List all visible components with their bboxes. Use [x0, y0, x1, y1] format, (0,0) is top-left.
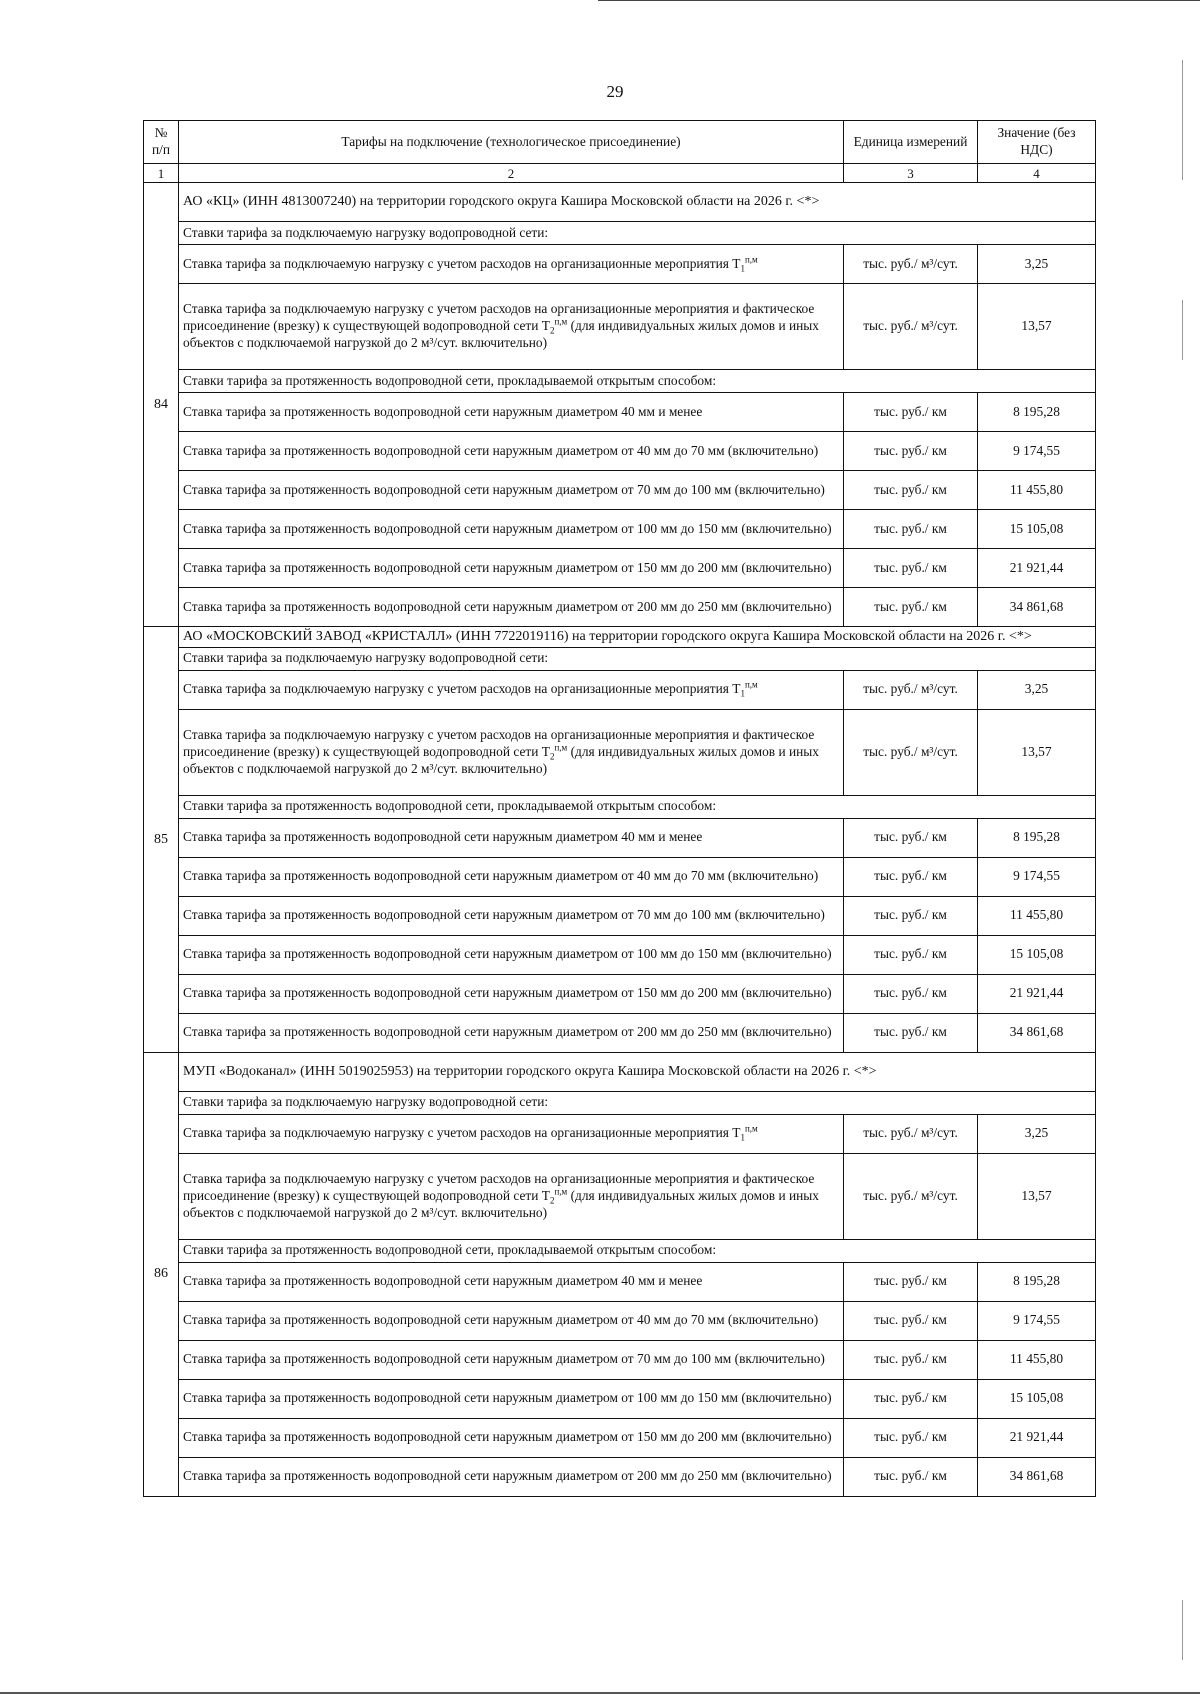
pipe-rates-heading: Ставки тарифа за протяженность водопроводной сети, прокладываемой открытым способом:	[179, 795, 1096, 818]
rate-unit: тыс. руб./ км	[844, 1301, 978, 1340]
rate-unit: тыс. руб./ км	[844, 510, 978, 549]
rate-unit: тыс. руб./ км	[844, 1340, 978, 1379]
column-number-2: 2	[179, 164, 844, 183]
load-rate-row	[144, 1114, 1096, 1153]
rate-description: Ставка тарифа за протяженность водопроводной сети наружным диаметром от 40 мм до 70 мм (включительно)	[179, 432, 844, 471]
rate-description	[179, 245, 844, 284]
organization-title: АО «КЦ» (ИНН 4813007240) на территории городского округа Кашира Московской области на 2026 г. <*>	[179, 183, 1096, 222]
header-col-value: Значение (без НДС)	[978, 121, 1096, 164]
rate-description	[179, 1153, 844, 1239]
rate-value: 9 174,55	[978, 1301, 1096, 1340]
load-rate-row	[144, 284, 1096, 370]
rate-unit: тыс. руб./ км	[844, 393, 978, 432]
rate-value: 15 105,08	[978, 510, 1096, 549]
rate-description	[179, 670, 844, 709]
tariff-symbol-superscript: п,м	[744, 1123, 758, 1134]
tariff-symbol-superscript: п,м	[744, 679, 758, 690]
load-rates-heading: Ставки тарифа за подключаемую нагрузку водопроводной сети:	[179, 647, 1096, 670]
rate-unit: тыс. руб./ км	[844, 588, 978, 627]
rate-description	[179, 709, 844, 795]
tariff-symbol-subscript: 2	[549, 751, 555, 762]
rate-value: 11 455,80	[978, 896, 1096, 935]
rate-description: Ставка тарифа за протяженность водопроводной сети наружным диаметром от 40 мм до 70 мм (включительно)	[179, 857, 844, 896]
rate-description: Ставка тарифа за протяженность водопроводной сети наружным диаметром 40 мм и менее	[179, 818, 844, 857]
rate-unit: тыс. руб./ км	[844, 1262, 978, 1301]
scan-edge-top	[598, 0, 1200, 1]
rate-description: Ставка тарифа за протяженность водопроводной сети наружным диаметром от 100 мм до 150 мм (включительно)	[179, 510, 844, 549]
load-rates-heading-row	[144, 647, 1096, 670]
rate-description: Ставка тарифа за протяженность водопроводной сети наружным диаметром от 70 мм до 100 мм (включительно)	[179, 896, 844, 935]
organization-title: АО «МОСКОВСКИЙ ЗАВОД «КРИСТАЛЛ» (ИНН 7722019116) на территории городского округа Кашира Московской области на 2026 г. <*>	[179, 627, 1096, 648]
rate-description	[179, 1114, 844, 1153]
rate-unit: тыс. руб./ м³/сут.	[844, 1153, 978, 1239]
header-col-number: № п/п	[144, 121, 179, 164]
rate-unit: тыс. руб./ км	[844, 549, 978, 588]
tariff-symbol-subscript: 1	[740, 1132, 745, 1143]
scan-edge-right	[1182, 60, 1183, 180]
pipe-rate-row	[144, 588, 1096, 627]
rate-unit: тыс. руб./ км	[844, 935, 978, 974]
rate-unit: тыс. руб./ км	[844, 432, 978, 471]
rate-value: 9 174,55	[978, 432, 1096, 471]
rate-unit: тыс. руб./ км	[844, 1379, 978, 1418]
rate-value: 21 921,44	[978, 1418, 1096, 1457]
column-number-3: 3	[844, 164, 978, 183]
rate-description-text: Ставка тарифа за подключаемую нагрузку с учетом расходов на организационные мероприятия T	[183, 681, 741, 697]
rate-value: 34 861,68	[978, 1457, 1096, 1496]
pipe-rates-heading-row	[144, 795, 1096, 818]
pipe-rate-row	[144, 549, 1096, 588]
rate-description-text: Ставка тарифа за подключаемую нагрузку с учетом расходов на организационные мероприятия и фактическое присоединение (врезку) к существующей водопроводной сети T	[183, 726, 815, 759]
pipe-rate-row	[144, 1013, 1096, 1052]
rate-unit: тыс. руб./ м³/сут.	[844, 709, 978, 795]
row-number: 84	[144, 183, 179, 627]
load-rates-heading: Ставки тарифа за подключаемую нагрузку водопроводной сети:	[179, 222, 1096, 245]
pipe-rate-row	[144, 432, 1096, 471]
rate-description-text: (для индивидуальных жилых домов и иных объектов с подключаемой нагрузкой до 2 м³/сут. включительно)	[183, 318, 820, 350]
load-rates-heading-row	[144, 222, 1096, 245]
rate-value: 21 921,44	[978, 974, 1096, 1013]
rate-description: Ставка тарифа за протяженность водопроводной сети наружным диаметром 40 мм и менее	[179, 1262, 844, 1301]
rate-value: 11 455,80	[978, 471, 1096, 510]
rate-value: 3,25	[978, 670, 1096, 709]
rate-description: Ставка тарифа за протяженность водопроводной сети наружным диаметром от 200 мм до 250 мм (включительно)	[179, 588, 844, 627]
pipe-rate-row	[144, 510, 1096, 549]
rate-unit: тыс. руб./ м³/сут.	[844, 670, 978, 709]
rate-value: 8 195,28	[978, 393, 1096, 432]
pipe-rate-row	[144, 1418, 1096, 1457]
rate-description: Ставка тарифа за протяженность водопроводной сети наружным диаметром от 150 мм до 200 мм (включительно)	[179, 974, 844, 1013]
rate-unit: тыс. руб./ м³/сут.	[844, 1114, 978, 1153]
pipe-rate-row	[144, 974, 1096, 1013]
organization-row	[144, 183, 1096, 222]
rate-description: Ставка тарифа за протяженность водопроводной сети наружным диаметром от 100 мм до 150 мм (включительно)	[179, 1379, 844, 1418]
rate-description: Ставка тарифа за протяженность водопроводной сети наружным диаметром от 70 мм до 100 мм (включительно)	[179, 471, 844, 510]
tariff-symbol-superscript: п,м	[554, 742, 568, 753]
rate-description	[179, 284, 844, 370]
tariff-symbol-superscript: п,м	[554, 1186, 568, 1197]
rate-value: 13,57	[978, 709, 1096, 795]
rate-value: 8 195,28	[978, 1262, 1096, 1301]
rate-description-text: Ставка тарифа за подключаемую нагрузку с учетом расходов на организационные мероприятия и фактическое присоединение (врезку) к существующей водопроводной сети T	[183, 1170, 815, 1203]
rate-value: 13,57	[978, 1153, 1096, 1239]
load-rate-row	[144, 1153, 1096, 1239]
tariff-symbol-subscript: 2	[549, 1195, 555, 1206]
rate-description: Ставка тарифа за протяженность водопроводной сети наружным диаметром от 100 мм до 150 мм (включительно)	[179, 935, 844, 974]
tariff-symbol-subscript: 1	[740, 688, 745, 699]
rate-unit: тыс. руб./ км	[844, 857, 978, 896]
rate-value: 8 195,28	[978, 818, 1096, 857]
pipe-rate-row	[144, 471, 1096, 510]
column-number-1: 1	[144, 164, 179, 183]
load-rates-heading-row	[144, 1091, 1096, 1114]
tariff-symbol-subscript: 2	[549, 325, 555, 336]
pipe-rate-row	[144, 1262, 1096, 1301]
pipe-rates-heading-row	[144, 1239, 1096, 1262]
rate-value: 15 105,08	[978, 935, 1096, 974]
rate-description-text: (для индивидуальных жилых домов и иных объектов с подключаемой нагрузкой до 2 м³/сут. включительно)	[183, 743, 820, 776]
pipe-rate-row	[144, 1379, 1096, 1418]
scan-edge-right	[1182, 300, 1183, 360]
rate-description: Ставка тарифа за протяженность водопроводной сети наружным диаметром от 150 мм до 200 мм (включительно)	[179, 549, 844, 588]
rate-value: 3,25	[978, 1114, 1096, 1153]
load-rate-row	[144, 245, 1096, 284]
rate-unit: тыс. руб./ км	[844, 1013, 978, 1052]
rate-unit: тыс. руб./ м³/сут.	[844, 284, 978, 370]
rate-description-text: (для индивидуальных жилых домов и иных объектов с подключаемой нагрузкой до 2 м³/сут. включительно)	[183, 1187, 820, 1220]
rate-description: Ставка тарифа за протяженность водопроводной сети наружным диаметром от 200 мм до 250 мм (включительно)	[179, 1457, 844, 1496]
rate-unit: тыс. руб./ км	[844, 1418, 978, 1457]
tariff-symbol-subscript: 1	[740, 263, 745, 274]
pipe-rates-heading: Ставки тарифа за протяженность водопроводной сети, прокладываемой открытым способом:	[179, 370, 1096, 393]
tariff-table	[143, 120, 1096, 1497]
row-number: 85	[144, 627, 179, 1053]
rate-description: Ставка тарифа за протяженность водопроводной сети наружным диаметром от 40 мм до 70 мм (включительно)	[179, 1301, 844, 1340]
rate-unit: тыс. руб./ км	[844, 974, 978, 1013]
pipe-rate-row	[144, 896, 1096, 935]
rate-description: Ставка тарифа за протяженность водопроводной сети наружным диаметром 40 мм и менее	[179, 393, 844, 432]
rate-value: 11 455,80	[978, 1340, 1096, 1379]
pipe-rate-row	[144, 393, 1096, 432]
table-header-row	[144, 121, 1096, 164]
pipe-rate-row	[144, 935, 1096, 974]
rate-unit: тыс. руб./ км	[844, 896, 978, 935]
rate-unit: тыс. руб./ км	[844, 818, 978, 857]
load-rates-heading: Ставки тарифа за подключаемую нагрузку водопроводной сети:	[179, 1091, 1096, 1114]
load-rate-row	[144, 709, 1096, 795]
pipe-rate-row	[144, 1457, 1096, 1496]
rate-value: 21 921,44	[978, 549, 1096, 588]
pipe-rate-row	[144, 818, 1096, 857]
header-col-tariffs: Тарифы на подключение (технологическое присоединение)	[179, 121, 844, 164]
pipe-rate-row	[144, 1301, 1096, 1340]
pipe-rate-row	[144, 1340, 1096, 1379]
rate-value: 3,25	[978, 245, 1096, 284]
load-rate-row	[144, 670, 1096, 709]
rate-description: Ставка тарифа за протяженность водопроводной сети наружным диаметром от 70 мм до 100 мм (включительно)	[179, 1340, 844, 1379]
pipe-rates-heading-row	[144, 370, 1096, 393]
rate-description-text: Ставка тарифа за подключаемую нагрузку с учетом расходов на организационные мероприятия и фактическое присоединение (врезку) к существующей водопроводной сети T	[183, 301, 815, 334]
rate-unit: тыс. руб./ м³/сут.	[844, 245, 978, 284]
rate-value: 15 105,08	[978, 1379, 1096, 1418]
rate-value: 34 861,68	[978, 588, 1096, 627]
rate-value: 34 861,68	[978, 1013, 1096, 1052]
rate-description-text: Ставка тарифа за подключаемую нагрузку с учетом расходов на организационные мероприятия T	[183, 1125, 741, 1141]
row-number: 86	[144, 1052, 179, 1496]
pipe-rate-row	[144, 857, 1096, 896]
rate-unit: тыс. руб./ км	[844, 471, 978, 510]
rate-description: Ставка тарифа за протяженность водопроводной сети наружным диаметром от 200 мм до 250 мм (включительно)	[179, 1013, 844, 1052]
rate-description-text: Ставка тарифа за подключаемую нагрузку с учетом расходов на организационные мероприятия T	[183, 255, 741, 271]
organization-row	[144, 627, 1096, 648]
rate-description: Ставка тарифа за протяженность водопроводной сети наружным диаметром от 150 мм до 200 мм (включительно)	[179, 1418, 844, 1457]
header-col-unit: Единица измерений	[844, 121, 978, 164]
rate-value: 13,57	[978, 284, 1096, 370]
page-number: 29	[606, 82, 624, 101]
scan-edge-right	[1182, 1600, 1183, 1660]
tariff-symbol-superscript: п,м	[554, 316, 568, 327]
rate-unit: тыс. руб./ км	[844, 1457, 978, 1496]
table-column-numbers-row	[144, 164, 1096, 183]
organization-title: МУП «Водоканал» (ИНН 5019025953) на территории городского округа Кашира Московской области на 2026 г. <*>	[179, 1052, 1096, 1091]
column-number-4: 4	[978, 164, 1096, 183]
pipe-rates-heading: Ставки тарифа за протяженность водопроводной сети, прокладываемой открытым способом:	[179, 1239, 1096, 1262]
rate-value: 9 174,55	[978, 857, 1096, 896]
tariff-symbol-superscript: п,м	[744, 254, 758, 265]
organization-row	[144, 1052, 1096, 1091]
scan-edge-bottom	[0, 1692, 1200, 1694]
